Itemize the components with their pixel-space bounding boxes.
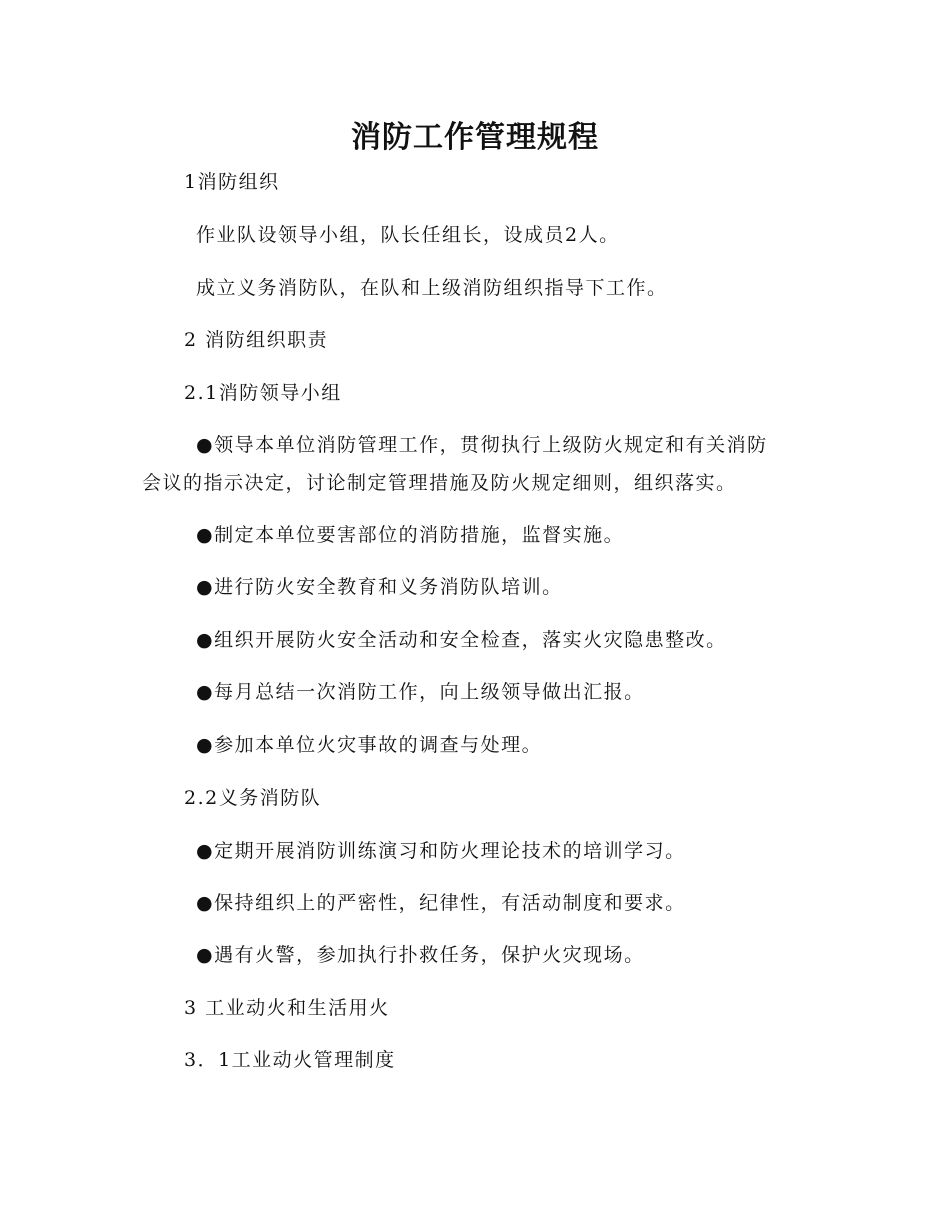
section-heading-1: 1消防组织 [184, 171, 280, 193]
subsection-heading-2-1: 2.1消防领导小组 [184, 382, 342, 404]
paragraph-volunteer-team: 成立义务消防队，在队和上级消防组织指导下工作。 [196, 277, 668, 299]
bullet-item-4: ●组织开展防火安全活动和安全检查，落实火灾隐患整改。 [196, 629, 727, 651]
bullet-item-1-line-2: 会议的指示决定，讨论制定管理措施及防火规定细则，组织落实。 [142, 472, 737, 494]
bullet-item-8: ●保持组织上的严密性，纪律性，有活动制度和要求。 [196, 892, 686, 914]
bullet-item-6: ●参加本单位火灾事故的调查与处理。 [196, 734, 543, 756]
bullet-item-2: ●制定本单位要害部位的消防措施，监督实施。 [196, 524, 625, 546]
document-title: 消防工作管理规程 [351, 120, 599, 155]
bullet-item-1-line-1: ●领导本单位消防管理工作，贯彻执行上级防火规定和有关消防 [196, 434, 768, 456]
bullet-item-3: ●进行防火安全教育和义务消防队培训。 [196, 576, 563, 598]
bullet-item-9: ●遇有火警，参加执行扑救任务，保护火灾现场。 [196, 944, 645, 966]
subsection-heading-2-2: 2.2义务消防队 [184, 787, 322, 809]
bullet-item-5: ●每月总结一次消防工作，向上级领导做出汇报。 [196, 681, 645, 703]
section-heading-2: 2 消防组织职责 [184, 329, 329, 351]
section-heading-3: 3 工业动火和生活用火 [184, 997, 390, 1019]
subsection-heading-3-1: 3．1工业动火管理制度 [184, 1049, 396, 1071]
bullet-item-7: ●定期开展消防训练演习和防火理论技术的培训学习。 [196, 840, 686, 862]
paragraph-leadership-group: 作业队设领导小组，队长任组长，设成员2人。 [196, 224, 620, 246]
